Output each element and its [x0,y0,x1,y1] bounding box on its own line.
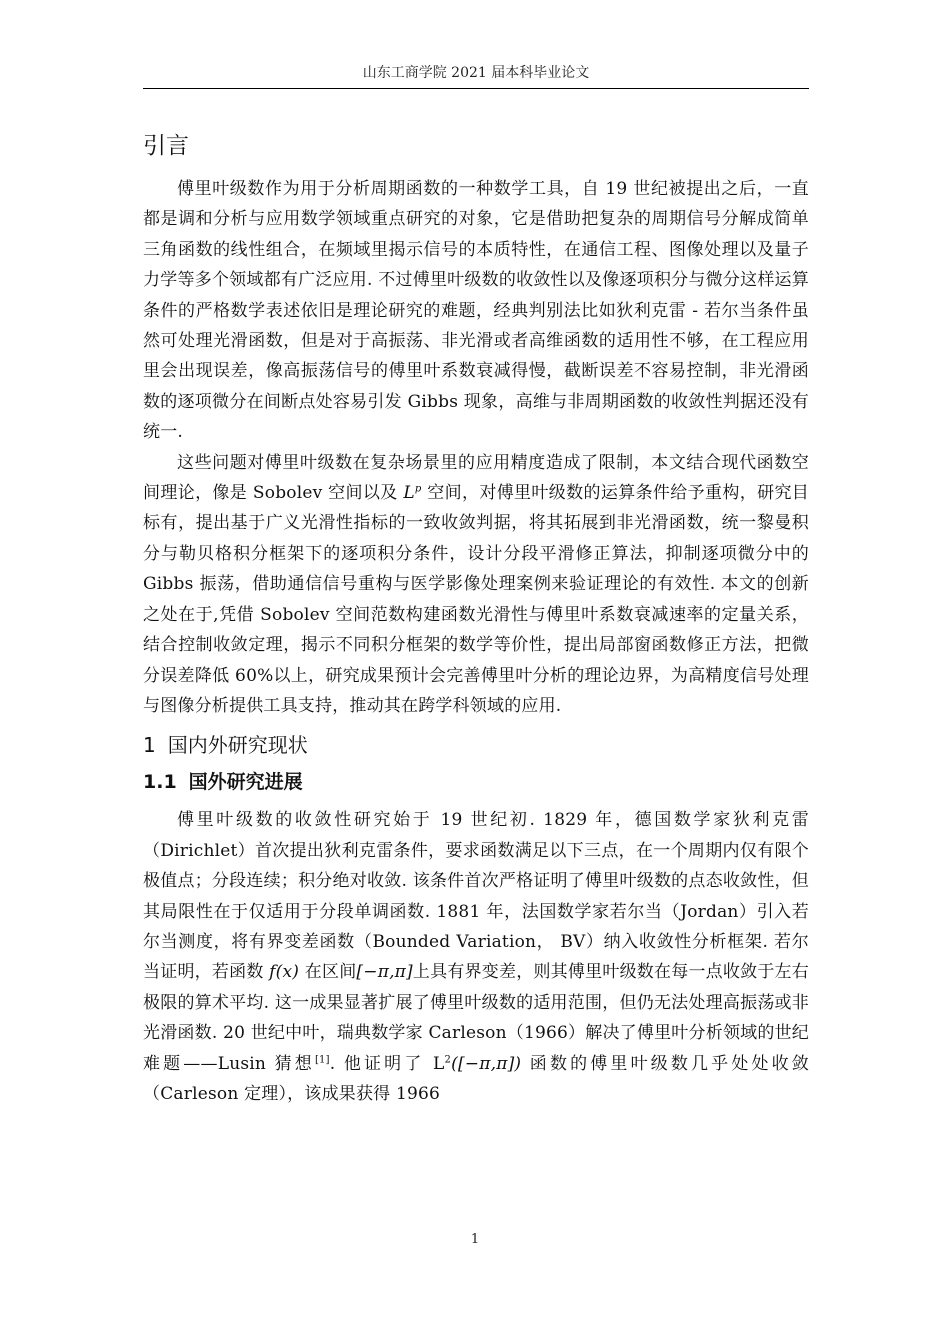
section-1-1-title: 国外研究进展 [188,771,303,794]
intro-p2-text-b: 空间，对傅里叶级数的运算条件给予重构，研究目标有，提出基于广义光滑性指标的一致收敛判据，将其拓展到非光滑函数，统一黎曼积分与勒贝格积分框架下的逐项积分条件，设计分段平滑修正算法，抑制逐项微分中的 Gibbs 振荡，借助通信信号重构与医学影像处理案例来验证理论的有效性. 本文的创新之处在于,凭借 Sobolev 空间范数构建函数光滑性与傅里叶系数衰减速率的定量关系，结合控制收敛定理，揭示不同积分框架的数学等价性，提出局部窗函数修正方法，把微分误差降低 60%以上，研究成果预计会完善傅里叶分析的理论边界，为高精度信号处理与图像分析提供工具支持，推动其在跨学科领域的应用. [143,483,809,716]
section-1-1-paragraph: 傅里叶级数的收敛性研究始于 19 世纪初. 1829 年，德国数学家狄利克雷（Dirichlet）首次提出狄利克雷条件，要求函数满足以下三点，在一个周期内仅有限个极值点；分段连续；积分绝对收敛. 该条件首次严格证明了傅里叶级数的点态收敛性，但其局限性在于仅适用于分段单调函数. 1881 年，法国数学家若尔当（Jordan）引入若尔当测度，将有界变差函数（Bounded Variation， BV）纳入收敛性分析框架. 若尔当证明，若函数 f(x) 在区间[−π,π]上具有界变差，则其傅里叶级数在每一点收敛于左右极限的算术平均. 这一成果显著扩展了傅里叶级数的适用范围，但仍无法处理高振荡或非光滑函数. 20 世纪中叶，瑞典数学家 Carleson（1966）解决了傅里叶分析领域的世纪难题——Lusin 猜想[1]. 他证明了 $L^2([-\pi,\pi])$ 函数的傅里叶级数几乎处处收敛（Carleson 定理），该成果获得 1966 [143,810,809,1104]
section-1-title: 国内外研究现状 [167,733,308,758]
section-1-1-number: 1.1 [143,771,177,794]
interval-symbol: [−π,π] [356,962,413,983]
page-content [143,128,809,1109]
lp-symbol: $L^p$ [403,483,422,504]
fx-symbol: f(x) [269,962,300,983]
section-1-number: 1 [143,733,156,758]
l2-symbol: $L^2([-\pi,\pi])$ [433,1053,522,1074]
citation-1: [1] [314,1053,330,1065]
intro-paragraph-1: 傅里叶级数作为用于分析周期函数的一种数学工具，自 19 世纪被提出之后，一直都是调和分析与应用数学领域重点研究的对象，它是借助把复杂的周期信号分解成简单三角函数的线性组合，在频域里揭示信号的本质特性，在通信工程、图像处理以及量子力学等多个领域都有广泛应用. 不过傅里叶级数的收敛性以及像逐项积分与微分这样运算条件的严格数学表述依旧是理论研究的难题，经典判别法比如狄利克雷 - 若尔当条件虽然可处理光滑函数，但是对于高振荡、非光滑或者高维函数的适用性不够，在工程应用里会出现误差，像高振荡信号的傅里叶系数衰减得慢，截断误差不容易控制，非光滑函数的逐项微分在间断点处容易引发 Gibbs 现象，高维与非周期函数的收敛性判据还没有统一. [143,179,809,443]
section-1-1-heading [143,765,809,799]
header-rule [143,88,809,89]
intro-p2-text-a: 这些问题对傅里叶级数在复杂场景里的应用精度造成了限制，本文结合现代函数空间理论，像是 Sobolev 空间以及 [143,452,809,504]
page-number: 1 [470,1232,480,1247]
intro-paragraph-2 [143,448,809,722]
page-header: 山东工商学院 2021 届本科毕业论文 [362,65,590,81]
section-1-heading [143,727,809,763]
intro-heading: 引言 [143,133,189,159]
